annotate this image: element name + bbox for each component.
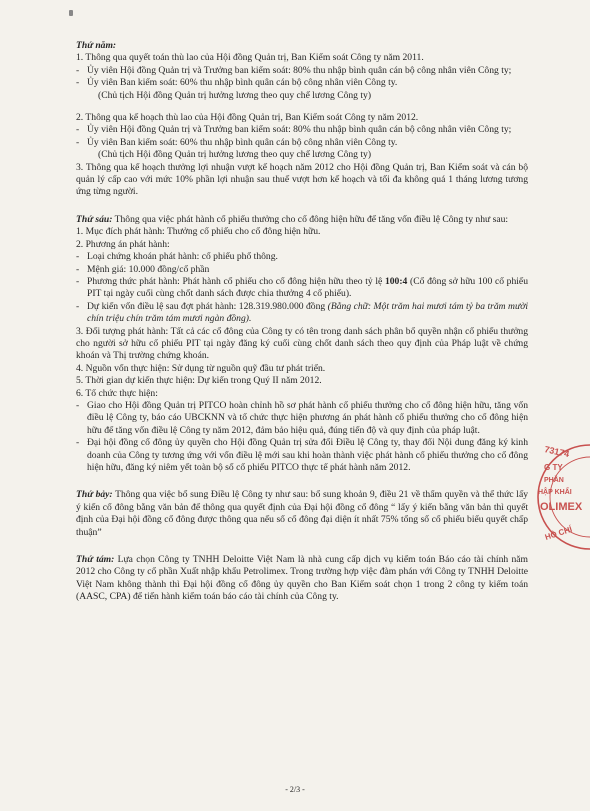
section5-item1-note: (Chủ tịch Hội đồng Quản trị hưởng lương theo quy chế lương Công ty): [98, 89, 372, 101]
issue-ratio: 100:4: [384, 275, 408, 287]
stamp-text-4: HẬP KHẨI: [538, 489, 572, 496]
section6-item2: 2. Phương án phát hành:: [76, 238, 170, 250]
section6-exec-bullet2: - Đại hội đồng cổ đông ủy quyền cho Hội đồng Quản trị sửa đổi Điều lệ Công ty, thay đổi Nội dung đăng ký kinh doanh của Công ty tương ứng với vốn điều lệ mới sau khi hoàn thành việc phát hành cổ phiếu thưởng cho cổ đông hiện hữu, đăng ký niêm yết toàn bộ số cổ phiếu PITCO thực tế phát hành năm 2012.: [76, 437, 528, 473]
section5-item2-bullet1: - Ủy viên Hội đồng Quản trị và Trưởng ban kiểm soát: 80% thu nhập bình quân cán bộ công nhân viên Công ty;: [76, 124, 512, 136]
section6-exec-bullet1: - Giao cho Hội đồng Quản trị PITCO hoàn chỉnh hồ sơ phát hành cổ phiếu thưởng cho cổ đông hiện hữu, tăng vốn điều lệ Công ty, báo cáo UBCKNN và tổ chức thực hiện phương án phát hành cổ phiếu thưởng cho cổ đông hiện hữu để tăng vốn điều lệ Công ty năm 2012, đảm bảo hiệu quả, đúng tiến độ và quy định của pháp luật.: [76, 399, 528, 436]
stamp-text-1: 73174: [543, 444, 571, 460]
section6-item4: 4. Nguồn vốn thực hiện: Sử dụng từ nguồn quỹ đầu tư phát triển.: [76, 362, 326, 374]
section5-item2-note: (Chủ tịch Hội đồng Quản trị hưởng lương theo quy chế lương Công ty): [98, 149, 372, 161]
section5-item1-bullet1: - Ủy viên Hội đồng Quản trị và Trưởng ban kiểm soát: 80% thu nhập bình quân cán bộ công nhân viên Công ty;: [76, 64, 512, 76]
section8-heading: Thứ tám:: [76, 554, 115, 566]
section7-heading: Thứ bảy:: [76, 489, 113, 501]
section5-item2: 2. Thông qua kế hoạch thù lao của Hội đồng Quản trị, Ban Kiểm soát Công ty năm 2012.: [76, 112, 419, 124]
section5-heading: Thứ năm:: [76, 40, 117, 51]
document-page: [76, 40, 528, 604]
section6-item6: 6. Tổ chức thực hiện:: [76, 387, 158, 399]
section5-item1: 1. Thông qua quyết toán thù lao của Hội đồng Quản trị, Ban Kiểm soát Công ty năm 2011.: [76, 52, 424, 64]
section5-item2-bullet2: - Ủy viên Ban kiểm soát: 60% thu nhập bình quân cán bộ công nhân viên Công ty.: [76, 136, 398, 148]
section5-item1-bullet2: - Ủy viên Ban kiểm soát: 60% thu nhập bình quân cán bộ công nhân viên Công ty.: [76, 77, 398, 89]
section6-item5: 5. Thời gian dự kiến thực hiện: Dự kiến trong Quý II năm 2012.: [76, 375, 322, 387]
company-seal-stamp: [532, 440, 590, 555]
section8-text: Thứ tám: Lựa chọn Công ty TNHH Deloitte Việt Nam là nhà cung cấp dịch vụ kiểm toán Báo cáo tài chính năm 2012 cho Công ty cổ phần Xuất nhập khẩu Petrolimex. Trong trường hợp việc đàm phán với Công ty TNHH Deloitte Việt Nam không thành thì Đại hội đồng cổ đông ủy quyền cho Ban Kiểm soát chọn 1 trong 2 công ty kiểm toán (AASC, CPA) để tiến hành kiểm toán báo cáo tài chính của Công ty.: [76, 554, 528, 603]
section6-item1: 1. Mục đích phát hành: Thưởng cổ phiếu cho cổ đông hiện hữu.: [76, 226, 321, 238]
section6-bullet-par-value: - Mệnh giá: 10.000 đồng/cổ phần: [76, 263, 210, 275]
section5-item3: 3. Thông qua kế hoạch thưởng lợi nhuận vượt kế hoạch năm 2012 cho Hội đồng Quản trị, Ban Kiểm soát và cán bộ quản lý cấp cao với mức 10% phần lợi nhuận sau thuế vượt hơn kế hoạch và tối đa không quá 1 tháng lương tương ứng từng người.: [76, 161, 528, 198]
stamp-text-2: G TY: [544, 463, 563, 472]
section6-heading: Thứ sáu:: [76, 213, 113, 225]
stamp-text-3: PHẦN: [544, 477, 564, 484]
page-number: - 2/3 -: [285, 785, 305, 794]
stamp-text-5: OLIMEX: [540, 501, 583, 513]
capital-in-words: (Bằng chữ: Một trăm hai mươi tám tỷ ba trăm mười chín triệu chín trăm tám mươi ngàn đồng).: [87, 300, 528, 325]
section6-bullet-capital: - Dự kiến vốn điều lệ sau đợt phát hành: 128.319.980.000 đồng (Bằng chữ: Một trăm hai mươi tám tỷ ba trăm mười chín triệu chín trăm tám mươi ngàn đồng).: [76, 300, 528, 325]
scan-mark: [69, 10, 73, 16]
section6-bullet-type: - Loại chứng khoán phát hành: cổ phiếu phổ thông.: [76, 251, 278, 263]
section6-item3: 3. Đối tượng phát hành: Tất cả các cổ đông của Công ty có tên trong danh sách phân bổ quyền nhận cổ phiếu thưởng cho người sở hữu cổ phiếu PIT tại ngày đăng ký cuối cùng chốt danh sách theo quy định của Pháp luật về chứng khoán và Thị trường chứng khoán.: [76, 325, 528, 362]
section6-bullet-method: - Phương thức phát hành: Phát hành cổ phiếu cho cổ đông hiện hữu theo tỷ lệ 100:4 (Cổ đông sở hữu 100 cổ phiếu PIT tại ngày cuối cùng chốt danh sách được chia thưởng 4 cổ phiếu).: [76, 275, 528, 300]
stamp-text-6: HỒ CHÍ: [543, 524, 574, 542]
section7-text: Thứ bảy: Thông qua việc bổ sung Điều lệ Công ty như sau: bổ sung khoản 9, điều 21 về thẩm quyền và thể thức lấy ý kiến cổ đông bằng văn bản để thông qua quyết định của Đại hội đồng cổ đông “ lấy ý kiến bằng văn bản thì quyết định của Đại hội đồng cổ đông được thông qua nếu số cổ đông đại diện ít nhất 75% tổng số cổ phiếu biểu quyết chấp thuận”: [76, 489, 528, 538]
section6-intro: Thứ sáu: Thông qua việc phát hành cổ phiếu thưởng cho cổ đông hiện hữu để tăng vốn điều lệ Công ty như sau:: [76, 213, 509, 225]
